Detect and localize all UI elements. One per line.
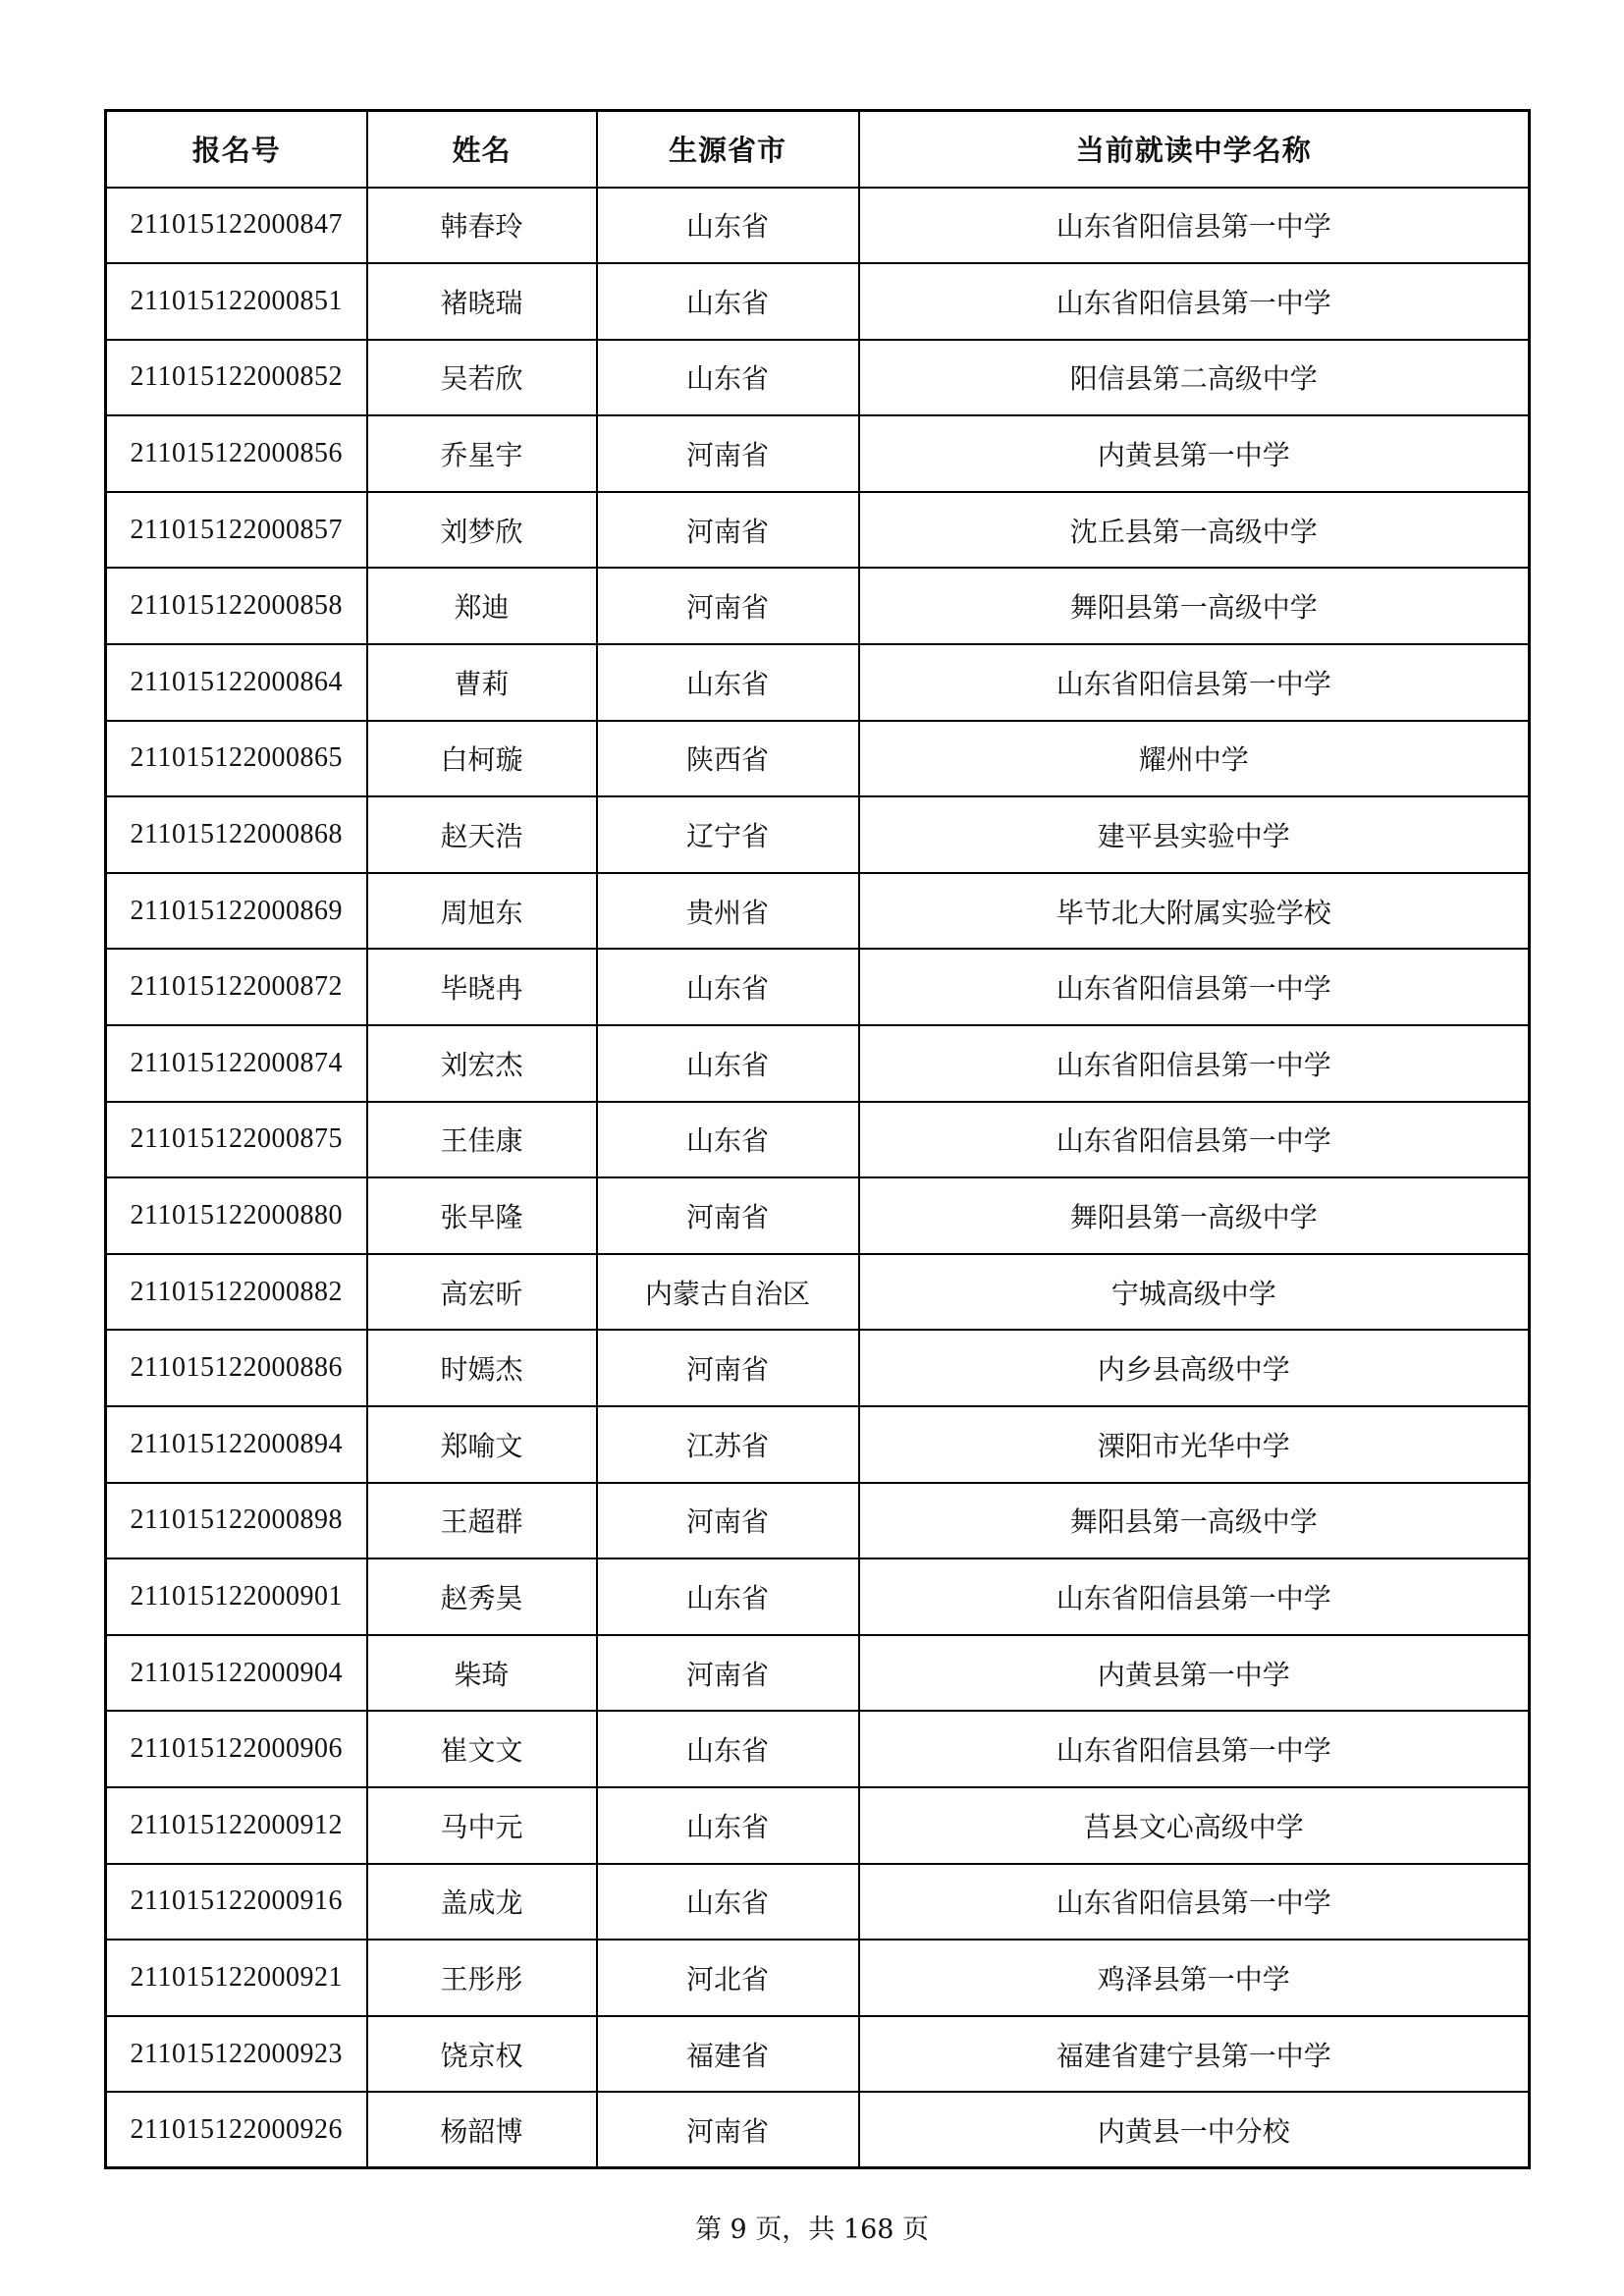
student-name-cell: 时嫣杰 <box>367 1330 597 1406</box>
origin-province-cell: 河南省 <box>597 2092 859 2168</box>
origin-province-cell: 山东省 <box>597 340 859 416</box>
school-name-cell: 溧阳市光华中学 <box>859 1406 1530 1483</box>
student-name-cell: 杨韶博 <box>367 2092 597 2168</box>
student-name-cell: 王超群 <box>367 1483 597 1559</box>
student-name-cell: 饶京权 <box>367 2016 597 2093</box>
table-row <box>106 415 1530 492</box>
student-name-cell: 崔文文 <box>367 1711 597 1787</box>
registration-number-cell: 211015122000857 <box>106 492 367 569</box>
school-name-cell: 阳信县第二高级中学 <box>859 340 1530 416</box>
origin-province-cell: 河南省 <box>597 1635 859 1712</box>
student-name-cell: 吴若欣 <box>367 340 597 416</box>
registration-number-cell: 211015122000906 <box>106 1711 367 1787</box>
origin-province-cell: 山东省 <box>597 1864 859 1941</box>
origin-province-cell: 山东省 <box>597 188 859 264</box>
registration-number-cell: 211015122000868 <box>106 796 367 873</box>
registration-number-cell: 211015122000898 <box>106 1483 367 1559</box>
student-name-cell: 张早隆 <box>367 1177 597 1254</box>
registration-number-cell: 211015122000851 <box>106 263 367 340</box>
table-header <box>106 111 1530 188</box>
origin-province-cell: 山东省 <box>597 1711 859 1787</box>
school-name-cell: 山东省阳信县第一中学 <box>859 1102 1530 1178</box>
school-name-cell: 建平县实验中学 <box>859 796 1530 873</box>
table-row <box>106 1025 1530 1102</box>
table-row <box>106 796 1530 873</box>
table-row <box>106 1483 1530 1559</box>
origin-province-cell: 贵州省 <box>597 873 859 950</box>
registration-number-cell: 211015122000856 <box>106 415 367 492</box>
table-row <box>106 1254 1530 1331</box>
origin-province-cell: 山东省 <box>597 1558 859 1635</box>
registration-number-cell: 211015122000916 <box>106 1864 367 1941</box>
origin-province-cell: 河南省 <box>597 492 859 569</box>
table-row <box>106 1102 1530 1178</box>
table-row <box>106 1558 1530 1635</box>
registration-number-cell: 211015122000923 <box>106 2016 367 2093</box>
origin-province-cell: 内蒙古自治区 <box>597 1254 859 1331</box>
registration-number-cell: 211015122000912 <box>106 1787 367 1864</box>
table-row <box>106 949 1530 1025</box>
school-name-cell: 内黄县第一中学 <box>859 1635 1530 1712</box>
header-registration-number: 报名号 <box>106 111 367 188</box>
student-name-cell: 郑喻文 <box>367 1406 597 1483</box>
student-name-cell: 韩春玲 <box>367 188 597 264</box>
school-name-cell: 山东省阳信县第一中学 <box>859 949 1530 1025</box>
school-name-cell: 山东省阳信县第一中学 <box>859 644 1530 721</box>
student-name-cell: 王佳康 <box>367 1102 597 1178</box>
origin-province-cell: 山东省 <box>597 1787 859 1864</box>
table-row <box>106 721 1530 797</box>
registration-number-cell: 211015122000874 <box>106 1025 367 1102</box>
student-name-cell: 盖成龙 <box>367 1864 597 1941</box>
table-row <box>106 1711 1530 1787</box>
student-name-cell: 高宏昕 <box>367 1254 597 1331</box>
school-name-cell: 内黄县一中分校 <box>859 2092 1530 2168</box>
page-number-footer: 第 9 页，共 168 页 <box>694 2214 930 2245</box>
origin-province-cell: 河南省 <box>597 1330 859 1406</box>
registration-number-cell: 211015122000869 <box>106 873 367 950</box>
origin-province-cell: 河北省 <box>597 1940 859 2016</box>
school-name-cell: 山东省阳信县第一中学 <box>859 1864 1530 1941</box>
registration-number-cell: 211015122000852 <box>106 340 367 416</box>
school-name-cell: 毕节北大附属实验学校 <box>859 873 1530 950</box>
origin-province-cell: 陕西省 <box>597 721 859 797</box>
table-row <box>106 263 1530 340</box>
origin-province-cell: 山东省 <box>597 644 859 721</box>
origin-province-cell: 山东省 <box>597 949 859 1025</box>
origin-province-cell: 河南省 <box>597 1483 859 1559</box>
student-name-cell: 褚晓瑞 <box>367 263 597 340</box>
student-name-cell: 乔星宇 <box>367 415 597 492</box>
origin-province-cell: 山东省 <box>597 1025 859 1102</box>
table-row <box>106 2016 1530 2093</box>
school-name-cell: 山东省阳信县第一中学 <box>859 1711 1530 1787</box>
registration-number-cell: 211015122000926 <box>106 2092 367 2168</box>
student-name-cell: 郑迪 <box>367 568 597 644</box>
header-row <box>106 111 1530 188</box>
registration-number-cell: 211015122000858 <box>106 568 367 644</box>
registration-number-cell: 211015122000921 <box>106 1940 367 2016</box>
registration-number-cell: 211015122000882 <box>106 1254 367 1331</box>
registration-number-cell: 211015122000901 <box>106 1558 367 1635</box>
school-name-cell: 山东省阳信县第一中学 <box>859 1558 1530 1635</box>
student-name-cell: 马中元 <box>367 1787 597 1864</box>
registration-number-cell: 211015122000875 <box>106 1102 367 1178</box>
registration-number-cell: 211015122000886 <box>106 1330 367 1406</box>
school-name-cell: 宁城高级中学 <box>859 1254 1530 1331</box>
table-row <box>106 1406 1530 1483</box>
registration-number-cell: 211015122000872 <box>106 949 367 1025</box>
origin-province-cell: 河南省 <box>597 568 859 644</box>
registration-number-cell: 211015122000865 <box>106 721 367 797</box>
table-row <box>106 873 1530 950</box>
student-name-cell: 刘梦欣 <box>367 492 597 569</box>
registration-number-cell: 211015122000880 <box>106 1177 367 1254</box>
table-row <box>106 340 1530 416</box>
school-name-cell: 莒县文心高级中学 <box>859 1787 1530 1864</box>
header-origin-province: 生源省市 <box>597 111 859 188</box>
table-row <box>106 1635 1530 1712</box>
table-row <box>106 644 1530 721</box>
student-name-cell: 刘宏杰 <box>367 1025 597 1102</box>
origin-province-cell: 山东省 <box>597 1102 859 1178</box>
student-name-cell: 赵秀昊 <box>367 1558 597 1635</box>
table-row <box>106 1330 1530 1406</box>
school-name-cell: 内黄县第一中学 <box>859 415 1530 492</box>
student-name-cell: 柴琦 <box>367 1635 597 1712</box>
school-name-cell: 山东省阳信县第一中学 <box>859 263 1530 340</box>
school-name-cell: 耀州中学 <box>859 721 1530 797</box>
table-row <box>106 2092 1530 2168</box>
school-name-cell: 山东省阳信县第一中学 <box>859 1025 1530 1102</box>
student-name-cell: 王彤彤 <box>367 1940 597 2016</box>
origin-province-cell: 福建省 <box>597 2016 859 2093</box>
school-name-cell: 山东省阳信县第一中学 <box>859 188 1530 264</box>
registration-number-cell: 211015122000894 <box>106 1406 367 1483</box>
origin-province-cell: 河南省 <box>597 1177 859 1254</box>
header-name: 姓名 <box>367 111 597 188</box>
school-name-cell: 沈丘县第一高级中学 <box>859 492 1530 569</box>
registration-number-cell: 211015122000847 <box>106 188 367 264</box>
student-name-cell: 白柯璇 <box>367 721 597 797</box>
student-name-cell: 周旭东 <box>367 873 597 950</box>
school-name-cell: 舞阳县第一高级中学 <box>859 1177 1530 1254</box>
origin-province-cell: 辽宁省 <box>597 796 859 873</box>
table-body <box>106 188 1530 2168</box>
student-name-cell: 曹莉 <box>367 644 597 721</box>
origin-province-cell: 江苏省 <box>597 1406 859 1483</box>
school-name-cell: 舞阳县第一高级中学 <box>859 568 1530 644</box>
header-current-school: 当前就读中学名称 <box>859 111 1530 188</box>
student-name-cell: 毕晓冉 <box>367 949 597 1025</box>
table-row <box>106 1787 1530 1864</box>
table-row <box>106 1940 1530 2016</box>
school-name-cell: 福建省建宁县第一中学 <box>859 2016 1530 2093</box>
school-name-cell: 内乡县高级中学 <box>859 1330 1530 1406</box>
origin-province-cell: 山东省 <box>597 263 859 340</box>
registration-number-cell: 211015122000904 <box>106 1635 367 1712</box>
school-name-cell: 舞阳县第一高级中学 <box>859 1483 1530 1559</box>
school-name-cell: 鸡泽县第一中学 <box>859 1940 1530 2016</box>
table-row <box>106 492 1530 569</box>
student-name-cell: 赵天浩 <box>367 796 597 873</box>
table-row <box>106 1177 1530 1254</box>
table-row <box>106 568 1530 644</box>
table-row <box>106 188 1530 264</box>
registration-number-cell: 211015122000864 <box>106 644 367 721</box>
origin-province-cell: 河南省 <box>597 415 859 492</box>
table-row <box>106 1864 1530 1941</box>
roster-table <box>104 109 1531 2169</box>
